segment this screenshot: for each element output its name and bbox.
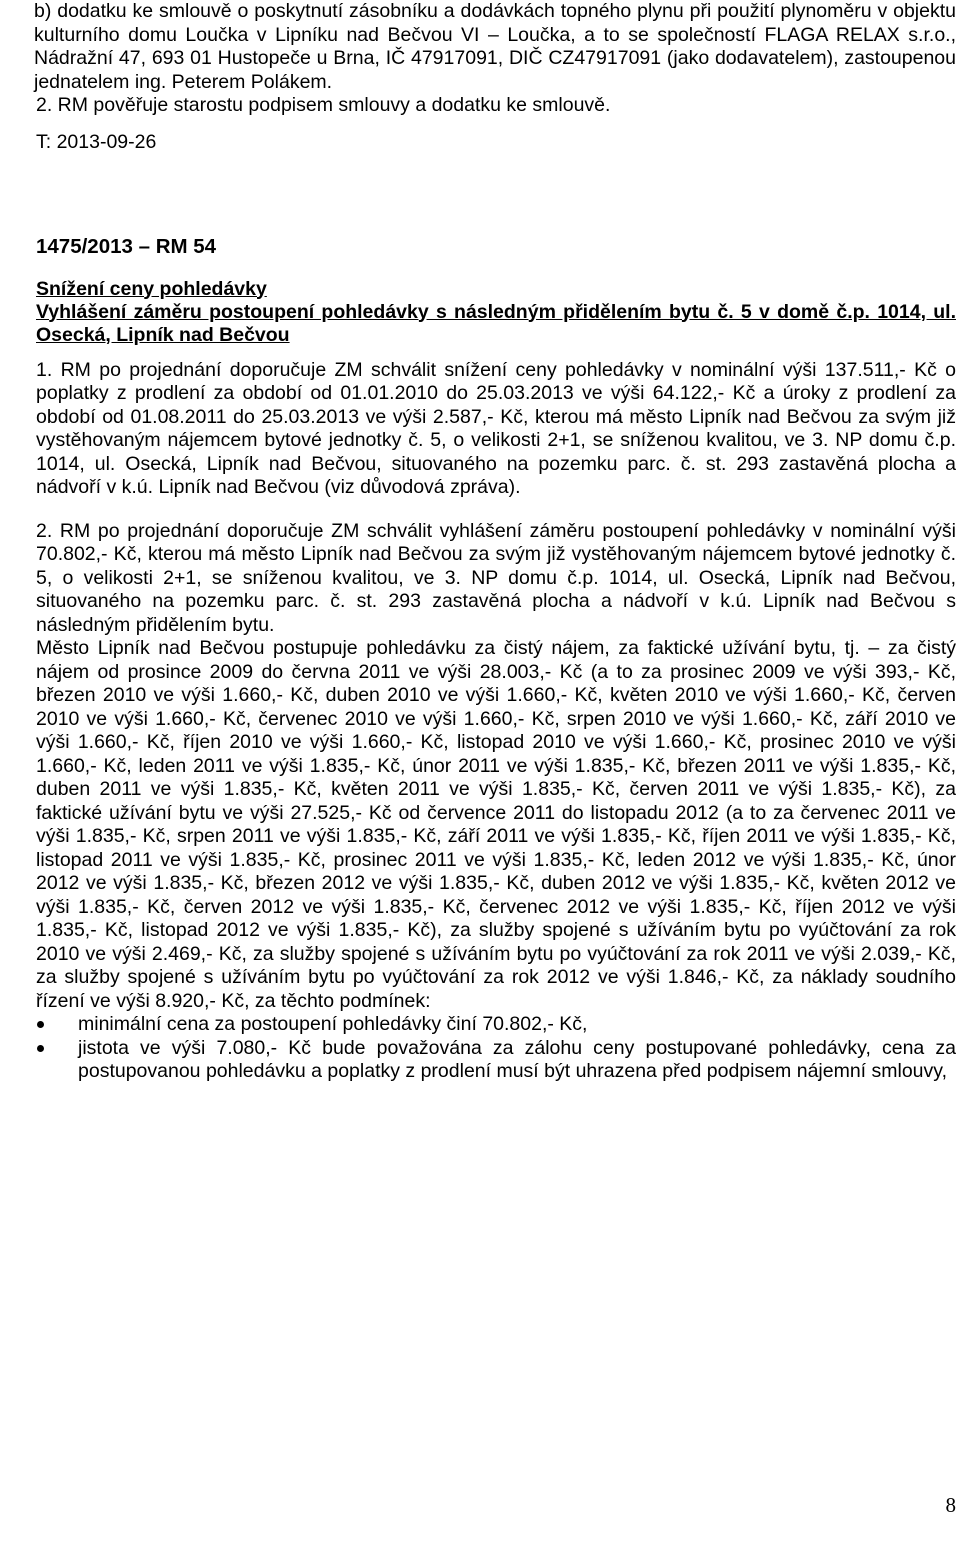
resolution-subtitle-1: Snížení ceny pohledávky xyxy=(36,277,267,300)
resolution-item-2: 2. RM po projednání doporučuje ZM schválit vyhlášení záměru postoupení pohledávky v nominální výši 70.802,- Kč, kterou má město Lipník nad Bečvou za svým již vystěhovaným nájemcem bytové jednotky č. 5, o velikosti 2+1, se sníženou kvalitou, ve 3. NP domu č.p. 1014, ul. Osecká, Lipník nad Bečvou, situovaného na pozemku parc. č. st. 293 zastavěná plocha a nádvoří v k.ú. Lipník nad Bečvou s následným přidělením bytu. xyxy=(36,519,956,636)
resolution-item-2-detail: Město Lipník nad Bečvou postupuje pohledávku za čistý nájem, za faktické užívání bytu, tj. – za čistý nájem od prosince 2009 do června 2011 ve výši 28.003,- Kč (a to za prosinec 2009 ve výši 393,- Kč, březen 2010 ve výši 1.660,- Kč, duben 2010 ve výši 1.660,- Kč, květen 2010 ve výši 1.660,- Kč, červen 2010 ve výši 1.660,- Kč, červenec 2010 ve výši 1.660,- Kč, srpen 2010 ve výši 1.660,- Kč, září 2010 ve výši 1.660,- Kč, říjen 2010 ve výši 1.660,- Kč, listopad 2010 ve výši 1.660,- Kč, prosinec 2010 ve výši 1.660,- Kč, leden 2011 ve výši 1.835,- Kč, únor 2011 ve výši 1.835,- Kč, březen 2011 ve výši 1.835,- Kč, duben 2011 ve výši 1.835,- Kč, květen 2011 ve výši 1.835,- Kč, červen 2011 ve výši 1.835,- Kč), za faktické užívání bytu ve výši 27.525,- Kč od července 2011 do listopadu 2012 (a to za červenec 2011 ve výši 1.835,- Kč, srpen 2011 ve výši 1.835,- Kč, září 2011 ve výši 1.835,- Kč, říjen 2011 ve výši 1.835,- Kč, listopad 2011 ve výši 1.835,- Kč, prosinec 2011 ve výši 1.835,- Kč, leden 2012 ve výši 1.835,- Kč, únor 2012 ve výši 1.835,- Kč, březen 2012 ve výši 1.835,- Kč, duben 2012 ve výši 1.835,- Kč, květen 2012 ve výši 1.835,- Kč, červen 2012 ve výši 1.835,- Kč, červenec 2012 ve výši 1.835,- Kč, říjen 2012 ve výši 1.835,- Kč, listopad 2012 ve výši 1.835,- Kč), za služby spojené s užíváním bytu po vyúčtování za rok 2010 ve výši 2.469,- Kč, za služby spojené s užíváním bytu po vyúčtování za rok 2011 ve výši 2.039,- Kč, za služby spojené s užíváním bytu po vyúčtování za rok 2012 ve výši 1.846,- Kč, za náklady soudního řízení ve výši 8.920,- Kč, za těchto podmínek: xyxy=(36,637,956,1012)
resolution-item-1: 1. RM po projednání doporučuje ZM schválit snížení ceny pohledávky v nominální výši 137.511,- Kč o poplatky z prodlení za období od 01.01.2010 do 25.03.2013 ve výši 64.122,- Kč a úroky z prodlení za období od 01.08.2011 do 25.03.2013 ve výši 2.587,- Kč, kterou má město Lipník nad Bečvou za svým již vystěhovaným nájemcem bytové jednotky č. 5, o velikosti 2+1, se sníženou kvalitou, ve 3. NP domu č.p. 1014, ul. Osecká, Lipník nad Bečvou, situovaného na pozemku parc. č. st. 293 zastavěná plocha a nádvoří v k.ú. Lipník nad Bečvou (viz důvodová zpráva). xyxy=(36,358,956,498)
bullet-icon xyxy=(36,1037,78,1061)
bullet-icon xyxy=(36,1013,78,1037)
condition-text: minimální cena za postoupení pohledávky činí 70.802,- Kč, xyxy=(78,1013,588,1035)
condition-item xyxy=(36,1037,956,1084)
intro-point-2: 2. RM pověřuje starostu podpisem smlouvy a dodatku ke smlouvě. xyxy=(36,94,611,116)
conditions-list xyxy=(36,1013,956,1084)
page-number: 8 xyxy=(945,1493,956,1517)
condition-text: jistota ve výši 7.080,- Kč bude považována za zálohu ceny postupované pohledávky, cena za postupovanou pohledávku a poplatky z prodlení musí být uhrazena před podpisem nájemní smlouvy, xyxy=(78,1036,956,1082)
intro-paragraph: b) dodatku ke smlouvě o poskytnutí zásobníku a dodávkách topného plynu při použití plynoměru v objektu kulturního domu Loučka v Lipníku nad Bečvou VI – Loučka, a to se společností FLAGA RELAX s.r.o., Nádražní 47, 693 01 Hustopeče u Brna, IČ 47917091, DIČ CZ47917091 (jako dodavatelem), zastoupenou jednatelem ing. Peterem Polákem. xyxy=(34,0,956,93)
resolution-subtitle-2: Vyhlášení záměru postoupení pohledávky s následným přidělením bytu č. 5 v domě č.p. 1014, ul. Osecká, Lipník nad Bečvou xyxy=(36,300,956,346)
resolution-number: 1475/2013 – RM 54 xyxy=(36,235,217,258)
condition-item xyxy=(36,1013,956,1037)
term-date: T: 2013-09-26 xyxy=(36,130,157,153)
